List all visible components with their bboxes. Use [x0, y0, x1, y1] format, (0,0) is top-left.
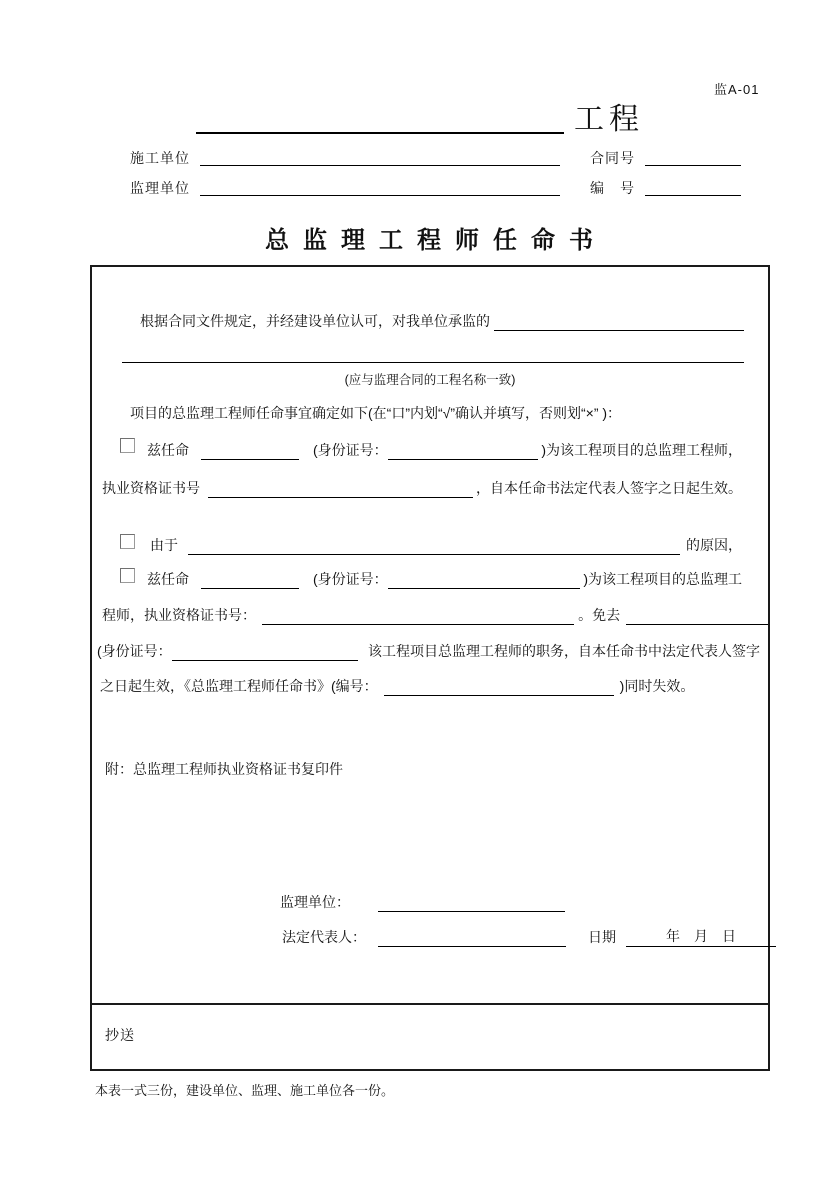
intro-text: 根据合同文件规定，并经建设单位认可，对我单位承监的: [140, 313, 490, 329]
field-project-name-line2[interactable]: [122, 362, 744, 363]
dismiss-label: 。免去: [578, 607, 621, 623]
checkbox-replacement-appointment[interactable]: [120, 568, 135, 583]
field-appointee-name[interactable]: [201, 440, 299, 460]
effective-text: ，自本任命书法定代表人签字之日起生效。: [476, 480, 742, 496]
doc-no-label: 编 号: [590, 180, 635, 196]
form-body-box: [90, 265, 770, 1071]
replace-role-suffix: )为该工程项目的总监理工: [583, 571, 742, 587]
field-reason[interactable]: [188, 535, 680, 555]
field-dismissed-id[interactable]: [172, 641, 358, 661]
field-cert-no[interactable]: [208, 478, 473, 498]
field-project-name-inline[interactable]: [494, 311, 744, 331]
field-new-cert-no[interactable]: [262, 605, 574, 625]
field-supervision[interactable]: [200, 171, 560, 196]
contractor-label: 施工单位: [130, 150, 190, 166]
field-new-appointee-name[interactable]: [201, 569, 299, 589]
dismiss-id-label: (身份证号：: [97, 643, 172, 659]
field-doc-no[interactable]: [645, 171, 741, 196]
instruction-text: 项目的总监理工程师任命事宜确定如下(在“口”内划“√”确认并填写，否则划“×” )：: [130, 405, 622, 421]
cc-label: 抄送: [105, 1027, 135, 1043]
replace-appoint-label: 兹任命: [147, 571, 189, 587]
reason-label: 由于: [150, 537, 178, 553]
cc-section: [92, 1003, 768, 1069]
form-code: 监A-01: [714, 82, 760, 97]
project-name-note: (应与监理合同的工程名称一致): [344, 373, 516, 387]
invalid-suffix: )同时失效。: [619, 678, 695, 694]
date-units-label: 年 月 日: [666, 928, 736, 944]
date-label: 日期: [588, 929, 616, 945]
invalid-prefix: 之日起生效，《总监理工程师任命书》(编号：: [100, 678, 378, 694]
field-sign-representative[interactable]: [378, 927, 566, 947]
sign-rep-label: 法定代表人：: [282, 929, 366, 945]
footer-note: 本表一式三份，建设单位、监理、施工单位各一份。: [95, 1083, 395, 1098]
field-dismissed-name[interactable]: [626, 605, 768, 625]
supervision-label: 监理单位: [130, 180, 190, 196]
field-contractor[interactable]: [200, 141, 560, 166]
project-suffix-label: 工程: [574, 103, 644, 136]
reason-suffix: 的原因，: [686, 537, 742, 553]
field-project-name[interactable]: [196, 106, 564, 134]
cert-no-label: 执业资格证书号: [102, 480, 200, 496]
replace-cert-label: 程师，执业资格证书号：: [102, 607, 256, 623]
dismiss-text: 该工程项目总监理工程师的职务，自本任命书中法定代表人签字: [368, 643, 760, 659]
contract-no-label: 合同号: [590, 150, 635, 166]
field-contract-no[interactable]: [645, 141, 741, 166]
appoint-role-suffix: )为该工程项目的总监理工程师，: [541, 442, 742, 458]
sign-org-label: 监理单位：: [280, 894, 350, 910]
page-title: 总监理工程师任命书: [265, 227, 607, 254]
field-sign-org[interactable]: [378, 892, 565, 912]
id-no-label: (身份证号：: [313, 442, 388, 458]
field-sign-date[interactable]: [626, 927, 776, 947]
appoint-label: 兹任命: [147, 442, 189, 458]
field-appointee-id[interactable]: [388, 440, 539, 460]
field-new-appointee-id[interactable]: [388, 569, 581, 589]
field-old-doc-no[interactable]: [384, 676, 614, 696]
checkbox-reason[interactable]: [120, 534, 135, 549]
replace-id-no-label: (身份证号：: [313, 571, 388, 587]
attachment-text: 附：总监理工程师执业资格证书复印件: [105, 761, 343, 777]
checkbox-appointment[interactable]: [120, 438, 135, 453]
